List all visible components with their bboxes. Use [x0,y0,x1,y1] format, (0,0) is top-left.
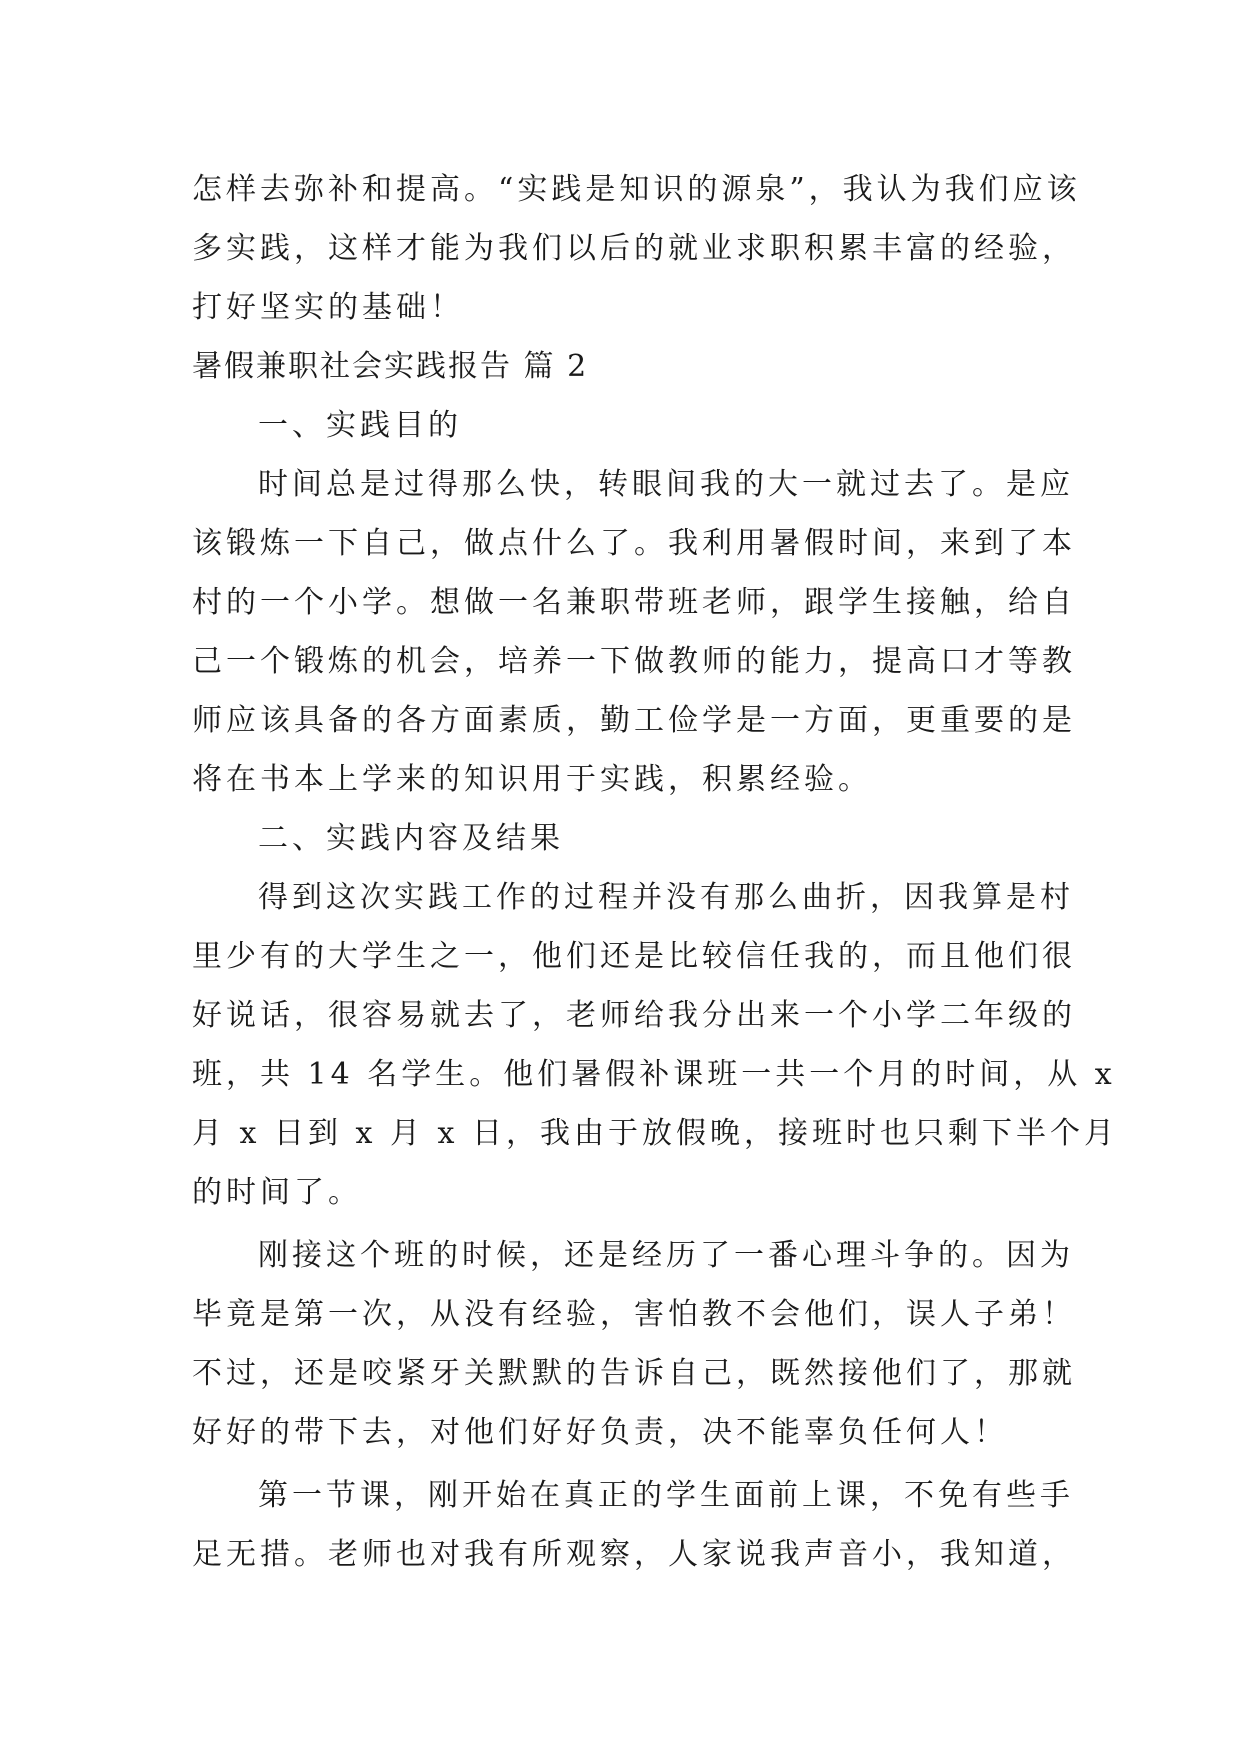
text-line: 师应该具备的各方面素质，勤工俭学是一方面，更重要的是 [192,703,1076,738]
section-title: 暑假兼职社会实践报告 篇 2 [192,349,589,384]
text-line: 己一个锻炼的机会，培养一下做教师的能力，提高口才等教 [192,644,1076,679]
text-line: 怎样去弥补和提高。“实践是知识的源泉”，我认为我们应该 [192,172,1081,207]
subheading: 二、实践内容及结果 [258,821,564,856]
text-line: 的时间了。 [192,1175,362,1210]
text-line: 时间总是过得那么快，转眼间我的大一就过去了。是应 [258,467,1074,502]
text-line: 得到这次实践工作的过程并没有那么曲折，因我算是村 [258,880,1074,915]
text-line: 毕竟是第一次，从没有经验，害怕教不会他们，误人子弟！ [192,1297,1076,1332]
text-line: 不过，还是咬紧牙关默默的告诉自己，既然接他们了，那就 [192,1356,1076,1391]
text-line: 打好坚实的基础！ [192,290,464,325]
text-line: 好说话，很容易就去了，老师给我分出来一个小学二年级的 [192,998,1076,1033]
text-line: 第一节课，刚开始在真正的学生面前上课，不免有些手 [258,1478,1074,1513]
text-line: 里少有的大学生之一，他们还是比较信任我的，而且他们很 [192,939,1076,974]
document-body [192,160,1118,1584]
text-line: 好好的带下去，对他们好好负责，决不能辜负任何人！ [192,1415,1008,1450]
text-line: 该锻炼一下自己，做点什么了。我利用暑假时间，来到了本 [192,526,1076,561]
text-line: 多实践，这样才能为我们以后的就业求职积累丰富的经验， [192,231,1076,266]
text-line: 班，共 14 名学生。他们暑假补课班一共一个月的时间，从 x [192,1057,1116,1092]
subheading: 一、实践目的 [258,408,462,443]
text-line: 将在书本上学来的知识用于实践，积累经验。 [192,762,872,797]
text-line: 刚接这个班的时候，还是经历了一番心理斗争的。因为 [258,1238,1074,1273]
text-line: 月 x 日到 x 月 x 日，我由于放假晚，接班时也只剩下半个月 [192,1116,1118,1151]
text-line: 足无措。老师也对我有所观察，人家说我声音小，我知道， [192,1537,1076,1572]
text-line: 村的一个小学。想做一名兼职带班老师，跟学生接触，给自 [192,585,1076,620]
